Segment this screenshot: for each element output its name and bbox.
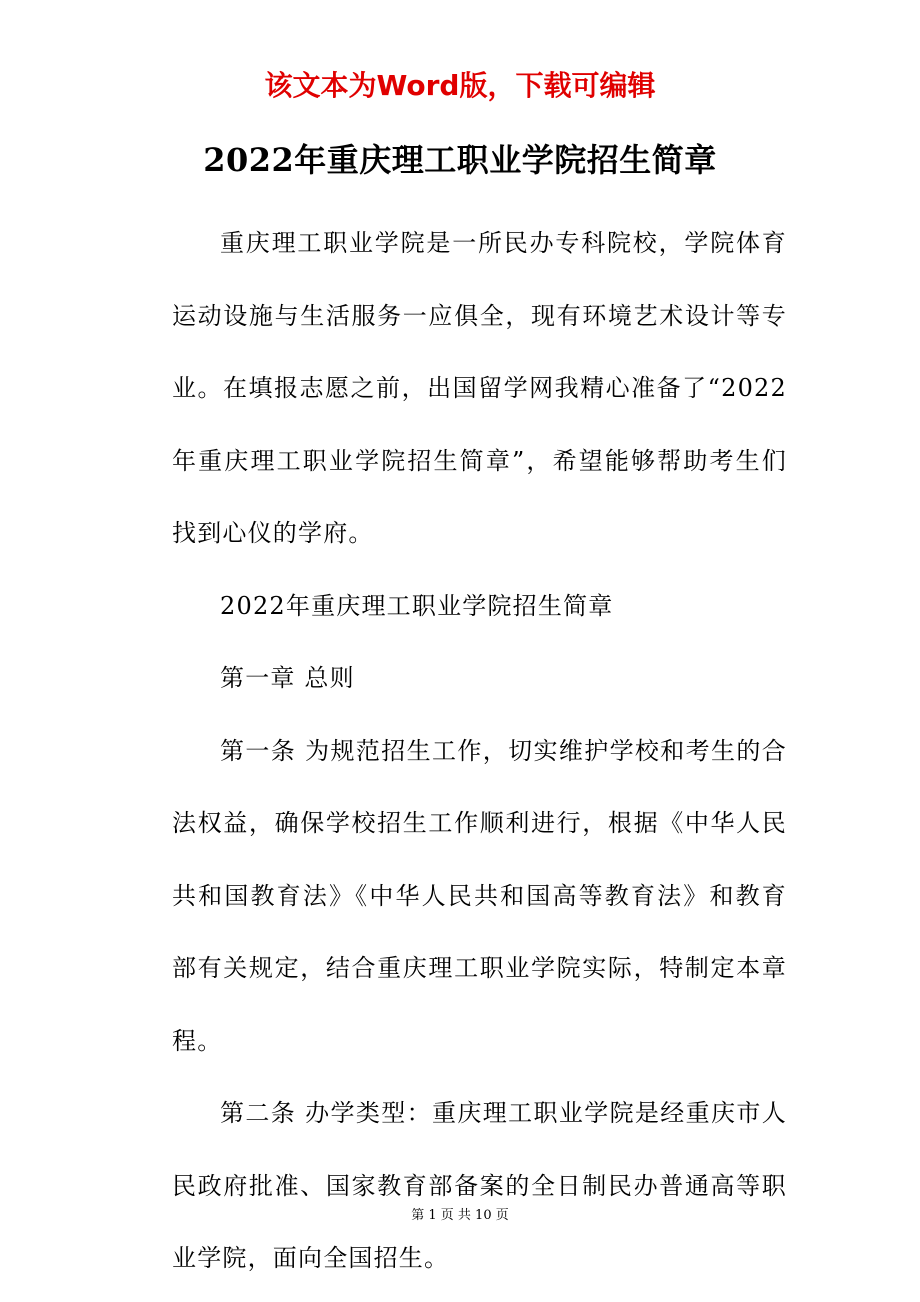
- download-banner: 该文本为Word版，下载可编辑: [264, 69, 656, 102]
- intro-paragraph: 重庆理工职业学院是一所民办专科院校，学院体育运动设施与生活服务一应俱全，现有环境艺术设计等专业。在填报志愿之前，出国留学网我精心准备了“2022年重庆理工职业学院招生简章”，希望能够帮助考生们找到心仪的学府。: [172, 229, 787, 547]
- document-title: 2022年重庆理工职业学院招生简章: [203, 141, 717, 179]
- page-footer: 第 1 页 共 10 页: [411, 1208, 509, 1223]
- chapter-heading: 第一章 总则: [220, 664, 355, 692]
- article-1-paragraph: 第一条 为规范招生工作，切实维护学校和考生的合法权益，确保学校招生工作顺利进行，根据《中华人民共和国教育法》《中华人民共和国高等教育法》和教育部有关规定，结合重庆理工职业学院实际，特制定本章程。: [172, 736, 787, 1055]
- article-2-paragraph: 第二条 办学类型：重庆理工职业学院是经重庆市人民政府批准、国家教育部备案的全日制民办普通高等职业学院，面向全国招生。: [172, 1099, 787, 1272]
- document-body: [172, 207, 787, 1295]
- subtitle-paragraph: 2022年重庆理工职业学院招生简章: [220, 591, 614, 620]
